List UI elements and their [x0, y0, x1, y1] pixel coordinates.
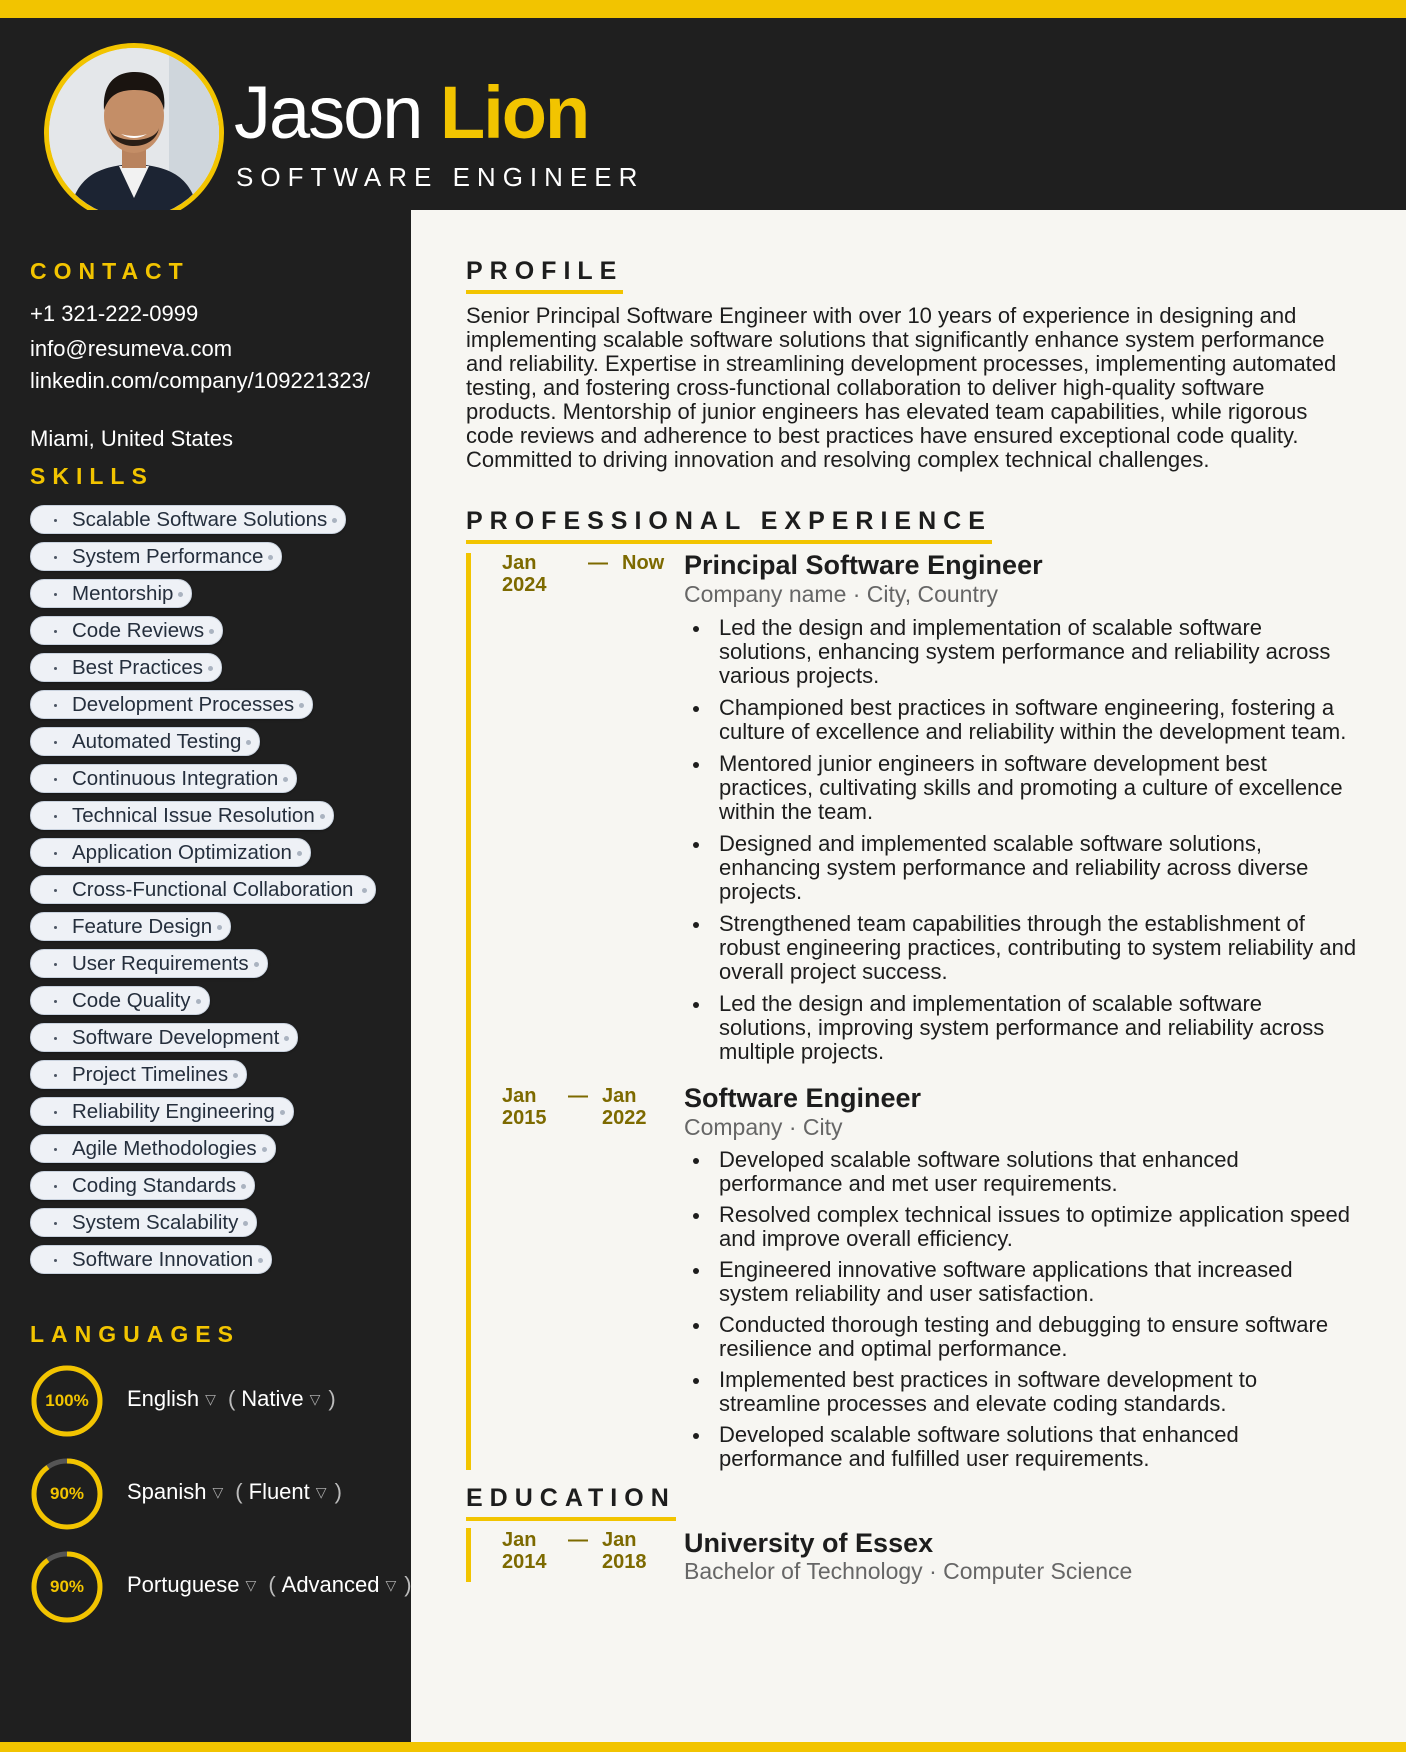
language-item: [30, 1550, 410, 1624]
job-bullets: [684, 1148, 1359, 1471]
language-name: Spanish: [127, 1479, 207, 1504]
language-level: Fluent: [248, 1479, 310, 1504]
contact-location: Miami, United States: [30, 426, 233, 451]
education-heading: EDUCATION: [466, 1484, 676, 1521]
person-silhouette-icon: [49, 48, 219, 218]
skill-pill: Feature Design: [30, 912, 231, 941]
skill-pill: Continuous Integration: [30, 764, 297, 793]
skill-pill: User Requirements: [30, 949, 268, 978]
language-text: [127, 1479, 342, 1505]
edu-end-month: Jan: [602, 1529, 637, 1551]
job-start-month: Jan: [502, 552, 537, 574]
chevron-down-icon[interactable]: ▽: [309, 1391, 321, 1407]
job-start-year: 2015: [502, 1107, 547, 1129]
date-dash: —: [568, 1085, 588, 1107]
contact-heading: CONTACT: [30, 258, 190, 284]
skill-pill: Project Timelines: [30, 1060, 247, 1089]
paren-open: (: [268, 1572, 276, 1597]
language-name: Portuguese: [127, 1572, 240, 1597]
skill-pill: Scalable Software Solutions: [30, 505, 346, 534]
contact-phone: +1 321-222-0999: [30, 301, 199, 326]
paren-open: (: [227, 1386, 236, 1411]
job-start-month: Jan: [502, 1085, 537, 1107]
skill-pill: System Scalability: [30, 1208, 257, 1237]
job-bullet: Engineered innovative software applications that increased system reliability and user satisfaction.: [684, 1258, 1359, 1306]
job-title: Software Engineer: [684, 1083, 922, 1113]
chevron-down-icon[interactable]: ▽: [385, 1577, 397, 1593]
skill-pill: Development Processes: [30, 690, 313, 719]
resume-header: [0, 18, 1406, 210]
job-bullet: Led the design and implementation of scalable software solutions, improving system performance and reliability across multiple projects.: [684, 992, 1359, 1064]
paren-close: ): [404, 1572, 412, 1597]
job-bullet: Implemented best practices in software development to streamline processes and elevate coding standards.: [684, 1368, 1359, 1416]
edu-end-year: 2018: [602, 1551, 647, 1573]
language-name: English: [127, 1386, 200, 1411]
contact-email: info@resumeva.com: [30, 336, 233, 361]
language-level: Advanced: [281, 1572, 380, 1597]
job-company: Company name · City, Country: [684, 581, 999, 607]
job-bullet: Championed best practices in software engineering, fostering a culture of excellence and reliability within the development team.: [684, 696, 1359, 744]
paren-close: ): [328, 1386, 336, 1411]
paren-close: ): [334, 1479, 342, 1504]
language-item: [30, 1364, 410, 1438]
job-bullet: Designed and implemented scalable software solutions, enhancing system performance and reliability across diverse projects.: [684, 832, 1359, 904]
language-text: [127, 1572, 412, 1598]
chevron-down-icon[interactable]: ▽: [205, 1391, 216, 1407]
job-bullet: Developed scalable software solutions that enhanced performance and met user requirements.: [684, 1148, 1359, 1196]
job-bullets: [684, 616, 1359, 1064]
job-title: SOFTWARE ENGINEER: [236, 162, 645, 192]
date-dash: —: [568, 1529, 588, 1551]
experience-timeline-bar: [466, 553, 471, 1470]
job-start-year: 2024: [502, 574, 547, 596]
profile-heading: PROFILE: [466, 257, 623, 294]
skill-pill: Reliability Engineering: [30, 1097, 294, 1126]
job-company: Company · City: [684, 1114, 843, 1140]
job-end-month: Jan: [602, 1085, 637, 1107]
language-percent: 90%: [49, 1577, 85, 1596]
first-name: Jason: [234, 71, 422, 154]
skill-pill: Software Development: [30, 1023, 298, 1052]
edu-start-month: Jan: [502, 1529, 537, 1551]
job-end: Now: [622, 552, 665, 574]
skills-heading: SKILLS: [30, 463, 154, 489]
top-accent-bar: [0, 0, 1406, 18]
languages-heading: LANGUAGES: [30, 1321, 240, 1347]
job-bullet: Developed scalable software solutions that enhanced performance and fulfilled user requirements.: [684, 1423, 1359, 1471]
last-name: Lion: [440, 71, 589, 154]
skill-pill: Automated Testing: [30, 727, 260, 756]
skills-list: [30, 505, 390, 1282]
job-bullet: Conducted thorough testing and debugging to ensure software resilience and optimal performance.: [684, 1313, 1359, 1361]
language-percent: 100%: [45, 1391, 89, 1410]
job-bullet: Resolved complex technical issues to optimize application speed and improve overall efficiency.: [684, 1203, 1359, 1251]
language-item: [30, 1457, 410, 1531]
edu-start-year: 2014: [502, 1551, 547, 1573]
job-bullet: Led the design and implementation of scalable software solutions, enhancing system performance and reliability across various projects.: [684, 616, 1359, 688]
skill-pill: Technical Issue Resolution: [30, 801, 334, 830]
language-level: Native: [241, 1386, 304, 1411]
job-bullet: Mentored junior engineers in software development best practices, cultivating skills and promoting a culture of excellence within the team.: [684, 752, 1359, 824]
profile-photo: [44, 43, 224, 223]
school-name: University of Essex: [684, 1528, 934, 1558]
degree-name: Bachelor of Technology · Computer Science: [684, 1558, 1133, 1584]
job-bullet: Strengthened team capabilities through the establishment of robust engineering practices, contributing to system reliability and overall project success.: [684, 912, 1359, 984]
skill-pill: Application Optimization: [30, 838, 311, 867]
language-percent: 90%: [49, 1484, 85, 1503]
date-dash: —: [588, 552, 608, 574]
skill-pill: Mentorship: [30, 579, 192, 608]
chevron-down-icon[interactable]: ▽: [315, 1484, 327, 1500]
bottom-accent-bar: [0, 1742, 1406, 1752]
job-title: Principal Software Engineer: [684, 550, 1043, 580]
profile-summary: Senior Principal Software Engineer with over 10 years of experience in designing and implementing scalable software solutions that significantly enhance system performance and reliability. Expertise in streamlining development processes, implementing automated testing, and fostering cross-functional collaboration to deliver high-quality software products. Mentorship of junior engineers has elevated team capabilities, while rigorous code reviews and adherence to best practices have ensured exceptional code quality. Committed to driving innovation and resolving complex technical challenges.: [466, 303, 1337, 472]
job-end-year: 2022: [602, 1107, 647, 1129]
skill-pill: Software Innovation: [30, 1245, 272, 1274]
skill-pill: Code Reviews: [30, 616, 223, 645]
skill-pill: Agile Methodologies: [30, 1134, 276, 1163]
experience-heading: PROFESSIONAL EXPERIENCE: [466, 507, 992, 544]
contact-linkedin: linkedin.com/company/109221323/: [30, 368, 371, 393]
candidate-name: [234, 68, 588, 158]
chevron-down-icon[interactable]: ▽: [212, 1484, 224, 1500]
chevron-down-icon[interactable]: ▽: [245, 1577, 257, 1593]
skill-pill: System Performance: [30, 542, 282, 571]
language-text: [127, 1386, 336, 1412]
skill-pill: Best Practices: [30, 653, 222, 682]
education-timeline-bar: [466, 1528, 471, 1582]
skill-pill: Code Quality: [30, 986, 210, 1015]
paren-open: (: [235, 1479, 243, 1504]
skill-pill: Coding Standards: [30, 1171, 255, 1200]
skill-pill: Cross-Functional Collaboration: [30, 875, 376, 904]
